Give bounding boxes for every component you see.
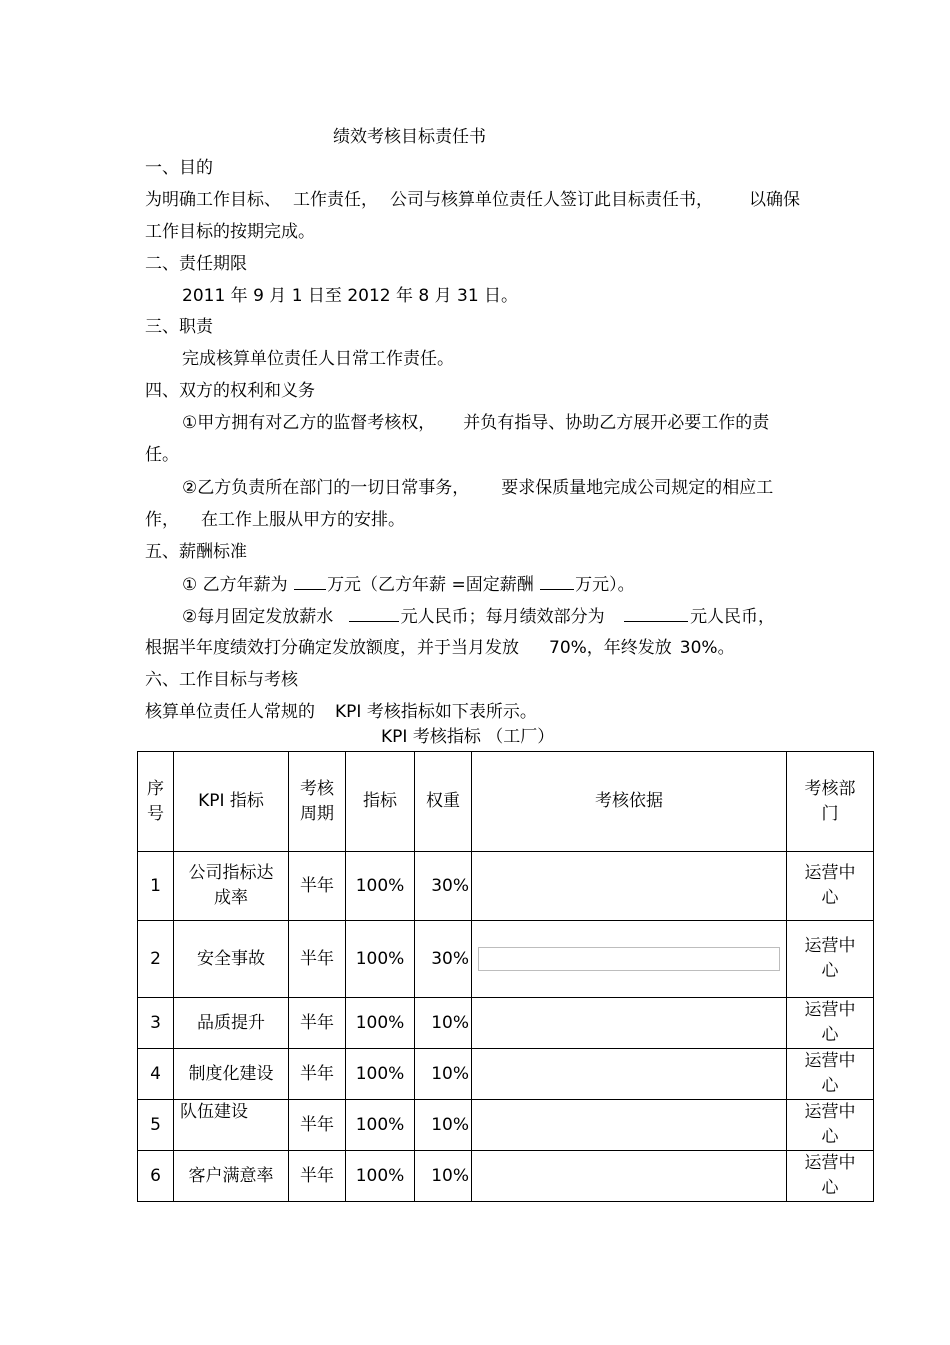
s1-text-d: 以确保: [749, 190, 800, 210]
cell-basis[interactable]: [472, 921, 787, 998]
cell-weight: 10%: [415, 1151, 472, 1202]
s5-p3-text-b: 70%，年终发放: [549, 638, 672, 658]
header-basis: 考核依据: [472, 752, 787, 852]
section-4-para-2-line-2: [145, 509, 405, 531]
table-row: [138, 852, 874, 921]
cell-no: 4: [138, 1049, 174, 1100]
table-header-row: [138, 752, 874, 852]
cell-no: 2: [138, 921, 174, 998]
table-row: [138, 1049, 874, 1100]
header-weight: 权重: [415, 752, 472, 852]
cell-basis[interactable]: [472, 998, 787, 1049]
cell-target: 100%: [346, 1100, 415, 1151]
cell-weight: 10%: [415, 1049, 472, 1100]
monthly-performance-blank[interactable]: [624, 605, 688, 622]
s4-p1-text-a: ①甲方拥有对乙方的监督考核权，: [182, 413, 436, 433]
cell-basis[interactable]: [472, 1049, 787, 1100]
cell-period: 半年: [289, 921, 346, 998]
s4-p2-text-d: 在工作上服从甲方的安排。: [201, 510, 405, 530]
s5-p1-text-b: 万元（乙方年薪: [327, 575, 447, 595]
cell-dept: 运营中心: [787, 921, 874, 998]
cell-no: 3: [138, 998, 174, 1049]
cell-period: 半年: [289, 1049, 346, 1100]
cell-period: 半年: [289, 852, 346, 921]
cell-weight: 30%: [415, 852, 472, 921]
table-row: [138, 1100, 874, 1151]
s5-p1-text-d: 万元）。: [575, 575, 635, 595]
cell-dept: 运营中心: [787, 1100, 874, 1151]
header-kpi: KPI 指标: [174, 752, 289, 852]
cell-basis[interactable]: [472, 852, 787, 921]
section-2-line: 2011 年 9 月 1 日至 2012 年 8 月 31 日。: [182, 286, 519, 306]
section-4-para-2-line-1: [182, 477, 773, 499]
section-3-line: 完成核算单位责任人日常工作责任。: [182, 349, 454, 369]
cell-target: 100%: [346, 1049, 415, 1100]
section-4-para-1-line-1: [182, 412, 769, 434]
s5-p3-text-c: 30%。: [679, 638, 735, 658]
cell-period: 半年: [289, 1100, 346, 1151]
table-row: [138, 921, 874, 998]
table-caption: KPI 考核指标 （工厂）: [381, 727, 555, 747]
s4-p2-text-a: ②乙方负责所在部门的一切日常事务，: [182, 478, 470, 498]
s4-p2-text-b: 要求保质量地完成公司规定的相应工: [501, 478, 774, 498]
s4-p2-text-c: 作，: [145, 510, 179, 530]
section-1-line-2: 工作目标的按期完成。: [145, 222, 315, 242]
header-period: 考核周期: [289, 752, 346, 852]
cell-weight: 30%: [415, 921, 472, 998]
cell-target: 100%: [346, 1151, 415, 1202]
cell-no: 1: [138, 852, 174, 921]
s4-p1-text-b: 并负有指导、协助乙方展开必要工作的责: [463, 413, 770, 433]
s1-text-a: 为明确工作目标、: [145, 190, 281, 210]
s1-text-c: 公司与核算单位责任人签订此目标责任书，: [390, 190, 713, 210]
s5-p2-text-a: ②每月固定发放薪水: [182, 607, 334, 627]
section-6-line: [145, 701, 537, 723]
cell-basis[interactable]: [472, 1151, 787, 1202]
section-5-para-3: [145, 637, 735, 659]
s6-text-a: 核算单位责任人常规的: [145, 702, 315, 722]
header-dept: 考核部门: [787, 752, 874, 852]
section-4-heading: 四、双方的权利和义务: [145, 381, 315, 401]
s6-text-b: KPI 考核指标如下表所示。: [335, 702, 537, 722]
cell-kpi: 队伍建设: [174, 1100, 289, 1151]
cell-dept: 运营中心: [787, 852, 874, 921]
s5-p1-text-c: =固定薪酬: [451, 575, 534, 595]
cell-period: 半年: [289, 998, 346, 1049]
section-1-line-1: [145, 189, 800, 211]
cell-weight: 10%: [415, 1100, 472, 1151]
s5-p2-text-c: 元人民币，: [690, 607, 776, 627]
s5-p1-text-a: ① 乙方年薪为: [182, 575, 288, 595]
annual-salary-blank[interactable]: [294, 573, 326, 590]
cell-kpi: 安全事故: [174, 921, 289, 998]
kpi-table: [137, 751, 874, 1202]
s1-text-b: 工作责任，: [293, 190, 378, 210]
cell-target: 100%: [346, 998, 415, 1049]
cell-weight: 10%: [415, 998, 472, 1049]
header-no: 序号: [138, 752, 174, 852]
section-2-heading: 二、责任期限: [145, 254, 247, 274]
section-1-heading: 一、目的: [145, 158, 213, 178]
section-5-para-1: [182, 573, 635, 596]
header-target: 指标: [346, 752, 415, 852]
section-4-para-1-line-2: 任。: [145, 445, 179, 465]
cell-kpi: 客户满意率: [174, 1151, 289, 1202]
cell-kpi: 公司指标达成率: [174, 852, 289, 921]
s5-p2-text-b: 元人民币；每月绩效部分为: [400, 607, 605, 627]
cell-kpi: 制度化建设: [174, 1049, 289, 1100]
cell-basis[interactable]: [472, 1100, 787, 1151]
fixed-salary-blank[interactable]: [540, 573, 574, 590]
document-title: 绩效考核目标责任书: [333, 127, 486, 147]
monthly-fixed-pay-blank[interactable]: [349, 605, 399, 622]
cell-no: 5: [138, 1100, 174, 1151]
basis-input-box[interactable]: [478, 947, 780, 971]
cell-dept: 运营中心: [787, 998, 874, 1049]
table-row: [138, 998, 874, 1049]
table-row: [138, 1151, 874, 1202]
cell-period: 半年: [289, 1151, 346, 1202]
section-5-para-2: [182, 605, 775, 628]
section-6-heading: 六、工作目标与考核: [145, 670, 298, 690]
s5-p3-text-a: 根据半年度绩效打分确定发放额度，并于当月发放: [145, 638, 519, 658]
cell-kpi: 品质提升: [174, 998, 289, 1049]
cell-no: 6: [138, 1151, 174, 1202]
section-3-heading: 三、职责: [145, 317, 213, 337]
section-5-heading: 五、薪酬标准: [145, 542, 247, 562]
cell-dept: 运营中心: [787, 1151, 874, 1202]
cell-target: 100%: [346, 921, 415, 998]
cell-target: 100%: [346, 852, 415, 921]
cell-dept: 运营中心: [787, 1049, 874, 1100]
